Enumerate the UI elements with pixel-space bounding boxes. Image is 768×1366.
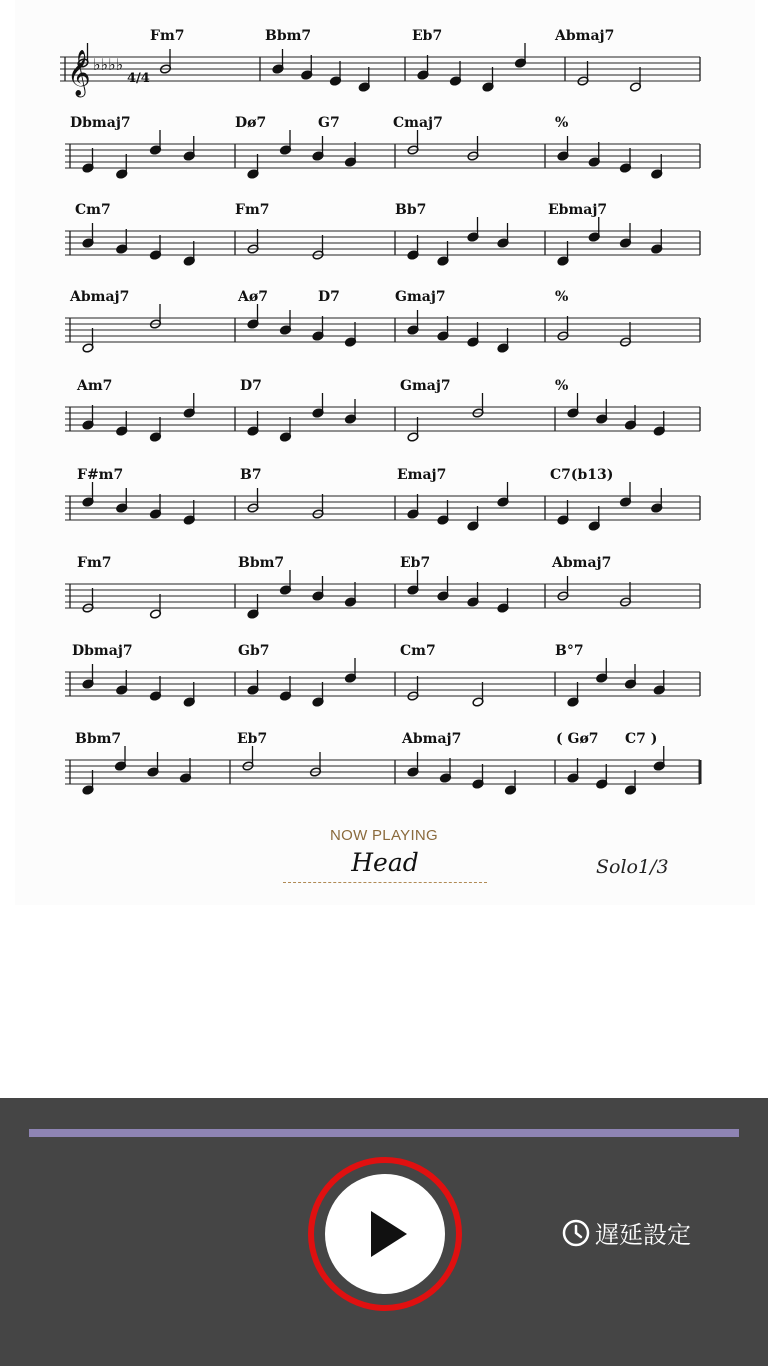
chord-symbol: % [555,289,569,305]
staff-row [65,555,700,619]
chord-symbol: Bb7 [395,202,427,218]
chord-symbol: C7(b13) [550,467,614,483]
chord-symbol: Gmaj7 [395,289,446,305]
chord-symbol: % [555,378,569,394]
staff-row [65,378,700,442]
staff-row [65,115,700,179]
chord-symbol: Gb7 [238,643,270,659]
chord-symbol: D7 [318,289,340,305]
solo-counter: Solo1/3 [596,856,669,878]
chord-symbol: Abmaj7 [555,28,615,44]
player-bar [0,1098,768,1366]
chord-symbol: D7 [240,378,262,394]
staff-row [60,28,700,92]
chord-symbol: Dbmaj7 [72,643,133,659]
lead-sheet-staves [15,0,755,905]
play-icon [371,1211,407,1257]
play-button-highlight [308,1157,462,1311]
chord-symbol: G7 [318,115,340,131]
chord-symbol: Fm7 [235,202,270,218]
clock-icon [561,1218,591,1248]
chord-symbol: Abmaj7 [70,289,130,305]
progress-fill [29,1129,739,1137]
chord-symbol: Dbmaj7 [70,115,131,131]
chord-symbol: Cm7 [75,202,111,218]
chord-symbol: B7 [240,467,262,483]
chord-symbol: F#m7 [77,467,124,483]
chord-symbol: Eb7 [400,555,431,571]
chord-symbol: ( Gø7 [556,731,599,747]
chord-symbol: Bbm7 [75,731,122,747]
chord-symbol: Ebmaj7 [548,202,608,218]
chord-symbol: Cmaj7 [393,115,443,131]
chord-symbol: Emaj7 [397,467,447,483]
chord-symbol: Eb7 [237,731,268,747]
chord-symbol: Gmaj7 [400,378,451,394]
chord-symbol: Bbm7 [238,555,285,571]
chord-symbol: Abmaj7 [552,555,612,571]
chord-symbol: Am7 [77,378,113,394]
time-signature-icon: 4/4 [127,71,150,86]
chord-symbol: Dø7 [235,115,267,131]
now-playing-label: NOW PLAYING [329,827,439,844]
chord-symbol: Bbm7 [265,28,312,44]
staff-row [65,467,700,531]
treble-clef-icon: 𝄞 [67,50,91,96]
chord-symbol: Aø7 [238,289,268,305]
play-button[interactable] [325,1174,445,1294]
chord-symbol: Cm7 [400,643,436,659]
chord-symbol: % [555,115,569,131]
now-playing-title: Head [283,848,487,883]
chord-symbol: Eb7 [412,28,443,44]
staff-row [65,731,700,795]
chord-symbol: Abmaj7 [402,731,462,747]
delay-setting-label: 遅延設定 [595,1221,691,1249]
chord-symbol: B°7 [555,643,584,659]
chord-symbol: C7 ) [625,731,658,747]
delay-setting-button[interactable] [561,1215,691,1250]
progress-bar[interactable] [29,1129,739,1137]
staff-row [65,202,700,266]
key-signature-flats-icon: ♭♭♭♭ [93,55,124,74]
chord-symbol: Fm7 [150,28,185,44]
staff-row [65,643,700,707]
lead-sheet [15,0,755,905]
staff-row [65,289,700,353]
chord-symbol: Fm7 [77,555,112,571]
